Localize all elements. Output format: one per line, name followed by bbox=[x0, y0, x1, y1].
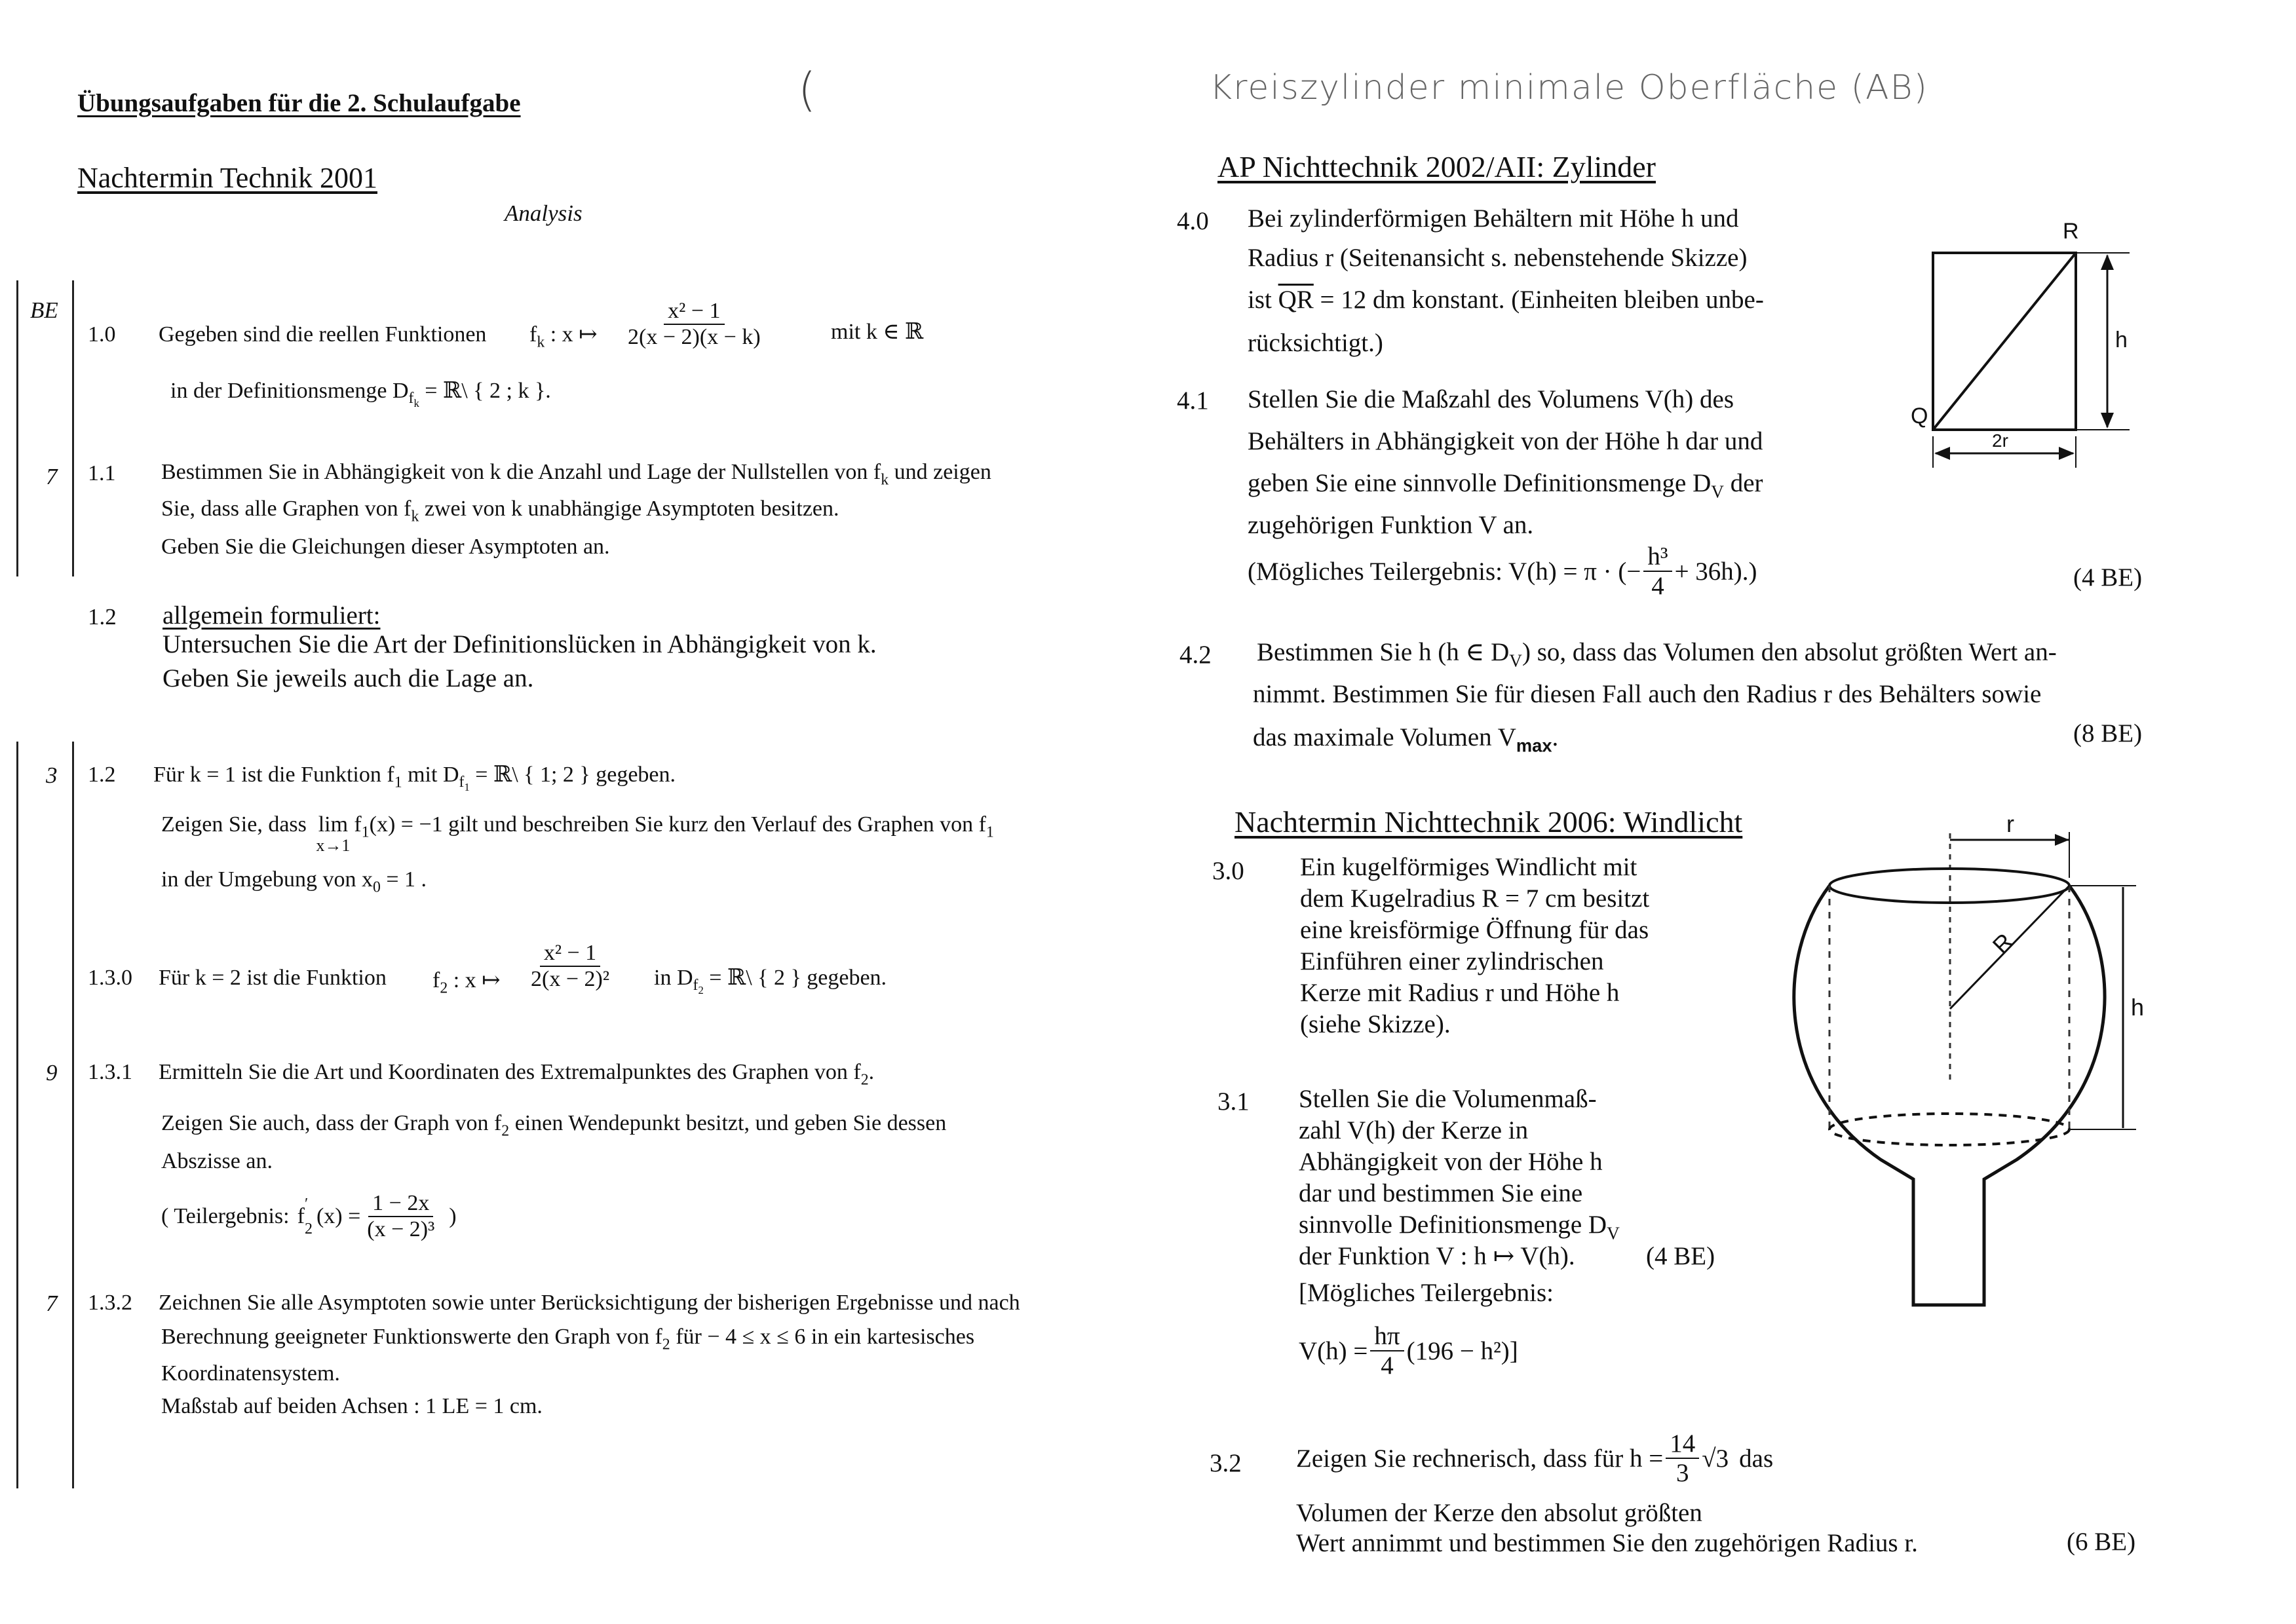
problem-4-0-line1: Bei zylinderförmigen Behältern mit Höhe h und bbox=[1248, 204, 1739, 233]
problem-1-3-1-line2-sub: 2 bbox=[501, 1122, 510, 1140]
section-title-zylinder: AP Nichttechnik 2002/AII: Zylinder bbox=[1217, 150, 1656, 183]
domain-fk-prefix: in der Definitionsmenge D bbox=[170, 379, 409, 403]
problem-4-2-line3-post: . bbox=[1552, 723, 1559, 751]
partial-sub: 2 bbox=[304, 1220, 313, 1237]
problem-3-0-line5: Kerze mit Radius r und Höhe h bbox=[1300, 979, 1620, 1007]
domain-f2-sub: f bbox=[693, 977, 698, 994]
partial-fraction-denominator: (x − 2)³ bbox=[367, 1217, 435, 1241]
problem-3-2-frac-den: 3 bbox=[1675, 1459, 1689, 1487]
problem-number-4-2: 4.2 bbox=[1179, 641, 1212, 669]
problem-4-0-line4: rücksichtigt.) bbox=[1248, 329, 1383, 357]
problem-4-2-line1-pre: Bestimmen Sie h (h ∈ D bbox=[1257, 638, 1510, 666]
problem-1-3-2-line2-post: für − 4 ≤ x ≤ 6 in ein kartesisches bbox=[676, 1325, 975, 1349]
function-fk-label bbox=[529, 324, 598, 350]
be-score-1-3-1: 9 bbox=[46, 1060, 58, 1086]
problem-3-1-line5 bbox=[1299, 1212, 1620, 1243]
problem-number-1-1: 1.1 bbox=[88, 461, 116, 485]
problem-1-3-1-line3: Abszisse an. bbox=[161, 1149, 273, 1173]
condition-k-real: mit k ∈ ℝ bbox=[831, 320, 924, 344]
problem-1-2-general-line1: Untersuchen Sie die Art der Definitionslücken in Abhängigkeit von k. bbox=[163, 630, 877, 658]
subtitle-analysis: Analysis bbox=[505, 200, 583, 226]
problem-1-3-1-line1-text: Ermitteln Sie die Art und Koordinaten des Extremalpunktes des Graphen von f bbox=[159, 1060, 861, 1084]
problem-1-1-line2-end: zwei von k unabhängige Asymptoten besitzen. bbox=[424, 497, 839, 521]
problem-number-3-0: 3.0 bbox=[1212, 857, 1244, 885]
partial-f: f bbox=[297, 1204, 305, 1228]
section-title-windlicht: Nachtermin Nichttechnik 2006: Windlicht bbox=[1234, 805, 1743, 839]
function-fk-subscript: k bbox=[537, 333, 545, 351]
problem-1-2-dsub: f bbox=[459, 774, 465, 791]
domain-fk-subsub: k bbox=[413, 397, 419, 410]
domain-fk bbox=[170, 380, 551, 409]
function-f2-name: f bbox=[432, 968, 440, 992]
bracket-mark: ( bbox=[798, 63, 816, 117]
problem-3-2-line2: Volumen der Kerze den absolut größten bbox=[1296, 1499, 1702, 1527]
problem-3-1-partial-post: (196 − h²)] bbox=[1406, 1336, 1518, 1365]
problem-1-1-line2 bbox=[161, 498, 839, 525]
problem-3-0-line1: Ein kugelförmiges Windlicht mit bbox=[1300, 853, 1637, 881]
problem-4-2-line3-pre: das maximale Volumen V bbox=[1253, 723, 1516, 751]
partial-prime: ′ bbox=[304, 1196, 309, 1213]
be-score-4-1: (4 BE) bbox=[2073, 563, 2143, 592]
problem-3-2-frac-num: 14 bbox=[1666, 1431, 1699, 1459]
be-score-4-2: (8 BE) bbox=[2073, 719, 2143, 747]
problem-1-1-line1-end: und zeigen bbox=[894, 460, 991, 484]
problem-1-2-line1 bbox=[153, 764, 676, 793]
problem-4-1-frac-den: 4 bbox=[1651, 572, 1664, 600]
function-f2-map: : x ↦ bbox=[453, 968, 501, 992]
problem-1-2-line2-endsub: 1 bbox=[985, 823, 994, 841]
problem-3-0-line4: Einführen einer zylindrischen bbox=[1300, 947, 1604, 975]
problem-4-1-partial-post: + 36h).) bbox=[1674, 557, 1757, 586]
windlicht-label-r: r bbox=[2006, 810, 2014, 837]
cylinder-2r-arrow-left bbox=[1934, 447, 1950, 460]
problem-3-1-line3: Abhängigkeit von der Höhe h bbox=[1299, 1148, 1603, 1176]
problem-number-1-0: 1.0 bbox=[88, 322, 116, 347]
windlicht-label-R: R bbox=[1987, 928, 2019, 959]
windlicht-candle-base-ellipse bbox=[1829, 1114, 2069, 1145]
problem-4-1-line3-sub: V bbox=[1711, 482, 1724, 502]
problem-number-4-1: 4.1 bbox=[1177, 387, 1209, 415]
problem-4-1-partial-result bbox=[1248, 544, 1757, 599]
problem-1-2-line1-pre: Für k = 1 ist die Funktion f bbox=[153, 763, 394, 787]
problem-3-1-line2: zahl V(h) der Kerze in bbox=[1299, 1116, 1529, 1144]
handwritten-note: Kreiszylinder minimale Oberfläche (AB) bbox=[1210, 68, 1928, 107]
problem-4-2-line3 bbox=[1253, 725, 1558, 755]
problem-1-3-1-line1-sub: 2 bbox=[860, 1071, 869, 1089]
problem-4-2-line1-sub: V bbox=[1509, 651, 1522, 671]
function-f2-label bbox=[432, 970, 501, 996]
problem-number-1-2-general: 1.2 bbox=[88, 604, 117, 630]
be-header: BE bbox=[30, 297, 58, 323]
problem-1-2-line2-fsub: 1 bbox=[361, 823, 370, 841]
problem-1-1-line2-sub: k bbox=[411, 508, 419, 525]
problem-1-3-2-line2-sub: 2 bbox=[662, 1336, 670, 1353]
problem-4-1-partial-pre: (Mögliches Teilergebnis: V(h) = π · (− bbox=[1248, 557, 1641, 586]
problem-number-3-2: 3.2 bbox=[1210, 1449, 1242, 1477]
problem-1-1-line1 bbox=[161, 461, 991, 488]
problem-1-3-1-line1-end: . bbox=[868, 1060, 875, 1084]
problem-3-1-frac-num: hπ bbox=[1370, 1323, 1404, 1351]
domain-f2-set: = ℝ\ { 2 } gegeben. bbox=[709, 966, 887, 990]
problem-number-3-1: 3.1 bbox=[1217, 1087, 1250, 1116]
domain-fk-sub: f bbox=[408, 390, 414, 407]
problem-number-1-3-2: 1.3.2 bbox=[88, 1291, 132, 1315]
problem-1-0-text: Gegeben sind die reellen Funktionen bbox=[159, 322, 487, 347]
be-border-line bbox=[16, 280, 18, 576]
problem-number-1-3-0: 1.3.0 bbox=[88, 966, 132, 990]
cylinder-label-h: h bbox=[2115, 328, 2128, 352]
fraction-fk-denominator: 2(x − 2)(x − k) bbox=[628, 325, 761, 349]
partial-close: ) bbox=[449, 1204, 457, 1228]
limit-symbol: lim bbox=[318, 812, 349, 837]
problem-1-2-line3 bbox=[161, 869, 427, 896]
be-score-3-1: (4 BE) bbox=[1646, 1242, 1715, 1270]
problem-1-3-1-line1 bbox=[159, 1061, 874, 1088]
problem-1-1-line3: Geben Sie die Gleichungen dieser Asymptoten an. bbox=[161, 535, 610, 559]
problem-3-1-frac-den: 4 bbox=[1381, 1351, 1394, 1380]
problem-3-0-line2: dem Kugelradius R = 7 cm besitzt bbox=[1300, 884, 1650, 913]
domain-f2-prefix: in D bbox=[654, 966, 693, 990]
cylinder-sketch bbox=[1900, 216, 2136, 491]
windlicht-sketch bbox=[1769, 806, 2175, 1323]
problem-1-2-general-line2: Geben Sie jeweils auch die Lage an. bbox=[163, 664, 534, 692]
problem-4-2-line2: nimmt. Bestimmen Sie für diesen Fall auch den Radius r des Behälters sowie bbox=[1253, 680, 2042, 708]
problem-3-2-line1-pre: Zeigen Sie rechnerisch, dass für h = bbox=[1296, 1444, 1664, 1473]
fraction-fk-numerator: x² − 1 bbox=[664, 300, 724, 325]
problem-4-1-line1: Stellen Sie die Maßzahl des Volumens V(h) des bbox=[1248, 385, 1734, 413]
problem-1-2-line3-pre: in der Umgebung von x bbox=[161, 867, 373, 892]
problem-1-2-line2-pre: Zeigen Sie, dass bbox=[161, 812, 307, 837]
segment-qr: $\overline{QR}$ bbox=[1278, 286, 1314, 314]
problem-number-1-3-1: 1.3.1 bbox=[88, 1060, 132, 1084]
problem-3-2-line1-post: das bbox=[1739, 1444, 1774, 1473]
problem-4-2-line1 bbox=[1257, 639, 2057, 670]
problem-1-2-general-heading: allgemein formuliert: bbox=[163, 601, 381, 630]
be-column-line-1 bbox=[72, 280, 74, 576]
problem-3-2-line3: Wert annimmt und bestimmen Sie den zugehörigen Radius r. bbox=[1296, 1529, 1918, 1557]
problem-3-1-partial-result bbox=[1299, 1323, 1518, 1378]
problem-1-1-line1-sub: k bbox=[881, 471, 889, 489]
limit-subscript: x→1 bbox=[316, 836, 351, 855]
fraction-f2 bbox=[524, 942, 616, 991]
section-title-technik-2001: Nachtermin Technik 2001 bbox=[77, 162, 377, 194]
partial-arg: (x) = bbox=[316, 1204, 361, 1228]
cylinder-h-arrow-top bbox=[2101, 254, 2114, 270]
windlicht-r-arrow bbox=[2055, 834, 2069, 846]
problem-1-2-line2-post: (x) = −1 gilt und beschreiben Sie kurz den Verlauf des Graphen von f bbox=[369, 812, 986, 837]
problem-3-1-line6: der Funktion V : h ↦ V(h). bbox=[1299, 1242, 1575, 1270]
problem-1-2-line1-mid: mit D bbox=[408, 763, 459, 787]
function-f2-subscript: 2 bbox=[440, 979, 448, 997]
problem-1-2-line1-sub: 1 bbox=[394, 774, 402, 791]
problem-4-2-line3-sub: max bbox=[1516, 735, 1552, 756]
cylinder-label-q: Q bbox=[1911, 404, 1928, 428]
problem-4-1-frac-num: h³ bbox=[1643, 544, 1672, 572]
problem-4-1-line4: zugehörigen Funktion V an. bbox=[1248, 511, 1534, 539]
cylinder-diagonal-qr bbox=[1933, 253, 2076, 430]
cylinder-label-2r: 2r bbox=[1992, 430, 2008, 451]
problem-3-1-partial-pre: V(h) = bbox=[1299, 1336, 1368, 1365]
problem-3-1-line1: Stellen Sie die Volumenmaß- bbox=[1299, 1085, 1597, 1113]
fraction-f2-denominator: 2(x − 2)² bbox=[531, 967, 610, 991]
problem-1-1-line2-text: Sie, dass alle Graphen von f bbox=[161, 497, 411, 521]
function-fk-map: : x ↦ bbox=[550, 322, 598, 347]
problem-1-3-1-partial-result bbox=[161, 1192, 457, 1241]
partial-result-label: ( Teilergebnis: bbox=[161, 1204, 290, 1228]
problem-1-3-1-line2-text: Zeigen Sie auch, dass der Graph von f bbox=[161, 1111, 502, 1135]
problem-number-4-0: 4.0 bbox=[1177, 207, 1209, 235]
be-column-line-2 bbox=[72, 742, 74, 1488]
cylinder-h-arrow-bottom bbox=[2101, 413, 2114, 428]
problem-4-0-line2: Radius r (Seitenansicht s. nebenstehende Skizze) bbox=[1248, 244, 1748, 272]
problem-1-2-line2-f: f bbox=[354, 812, 362, 837]
windlicht-label-h: h bbox=[2131, 994, 2145, 1021]
be-border-line-2 bbox=[16, 742, 18, 1488]
problem-4-1-line3-post: der bbox=[1730, 469, 1763, 497]
problem-1-3-1-line2 bbox=[161, 1112, 946, 1139]
be-score-1-3-2: 7 bbox=[46, 1291, 58, 1316]
partial-fraction-numerator: 1 − 2x bbox=[368, 1192, 433, 1217]
be-score-1-1: 7 bbox=[46, 464, 58, 489]
be-score-3-2: (6 BE) bbox=[2067, 1528, 2136, 1556]
problem-1-1-line1-text: Bestimmen Sie in Abhängigkeit von k die Anzahl und Lage der Nullstellen von f bbox=[161, 460, 881, 484]
problem-1-2-line3-sub: 0 bbox=[372, 878, 381, 896]
problem-3-2-root: √3 bbox=[1702, 1444, 1729, 1473]
problem-4-2-line1-post: ) so, dass das Volumen den absolut größten Wert an- bbox=[1521, 638, 2057, 666]
problem-4-1-line3 bbox=[1248, 470, 1763, 501]
cylinder-label-r: R bbox=[2063, 219, 2079, 244]
problem-3-1-line5-sub: V bbox=[1607, 1223, 1620, 1243]
problem-3-0-line6: (siehe Skizze). bbox=[1300, 1010, 1451, 1038]
domain-fk-set: = ℝ\ { 2 ; k }. bbox=[425, 379, 551, 403]
problem-1-2-line2 bbox=[161, 814, 994, 854]
problem-4-0-line3 bbox=[1248, 287, 1764, 312]
problem-3-0-line3: eine kreisförmige Öffnung für das bbox=[1300, 916, 1649, 944]
function-fk-name: f bbox=[529, 322, 537, 347]
problem-3-1-line4: dar und bestimmen Sie eine bbox=[1299, 1179, 1583, 1207]
problem-4-0-line3-pre: ist bbox=[1248, 286, 1272, 314]
problem-4-0-line3-post: = 12 dm konstant. (Einheiten bleiben unbe- bbox=[1320, 286, 1764, 314]
cylinder-2r-arrow-right bbox=[2059, 447, 2075, 460]
problem-3-1-partial-label: [Mögliches Teilergebnis: bbox=[1299, 1279, 1554, 1307]
problem-3-2-line1 bbox=[1296, 1431, 1773, 1486]
problem-1-3-2-line3: Koordinatensystem. bbox=[161, 1361, 340, 1386]
problem-1-3-2-line2-pre: Berechnung geeigneter Funktionswerte den Graph von f bbox=[161, 1325, 662, 1349]
problem-1-3-2-line2 bbox=[161, 1326, 974, 1353]
problem-1-3-2-line4: Maßstab auf beiden Achsen : 1 LE = 1 cm. bbox=[161, 1394, 543, 1418]
problem-number-1-2: 1.2 bbox=[88, 763, 116, 787]
be-score-1-2: 3 bbox=[46, 763, 58, 788]
problem-1-3-0-text: Für k = 2 ist die Funktion bbox=[159, 966, 387, 990]
domain-f2-subsub: 2 bbox=[698, 984, 704, 997]
problem-1-2-dsubsub: 1 bbox=[464, 781, 470, 794]
problem-3-1-line5-pre: sinnvolle Definitionsmenge D bbox=[1299, 1211, 1607, 1239]
problem-1-2-line3-post: = 1 . bbox=[386, 867, 427, 892]
problem-1-3-1-line2-end: einen Wendepunkt besitzt, und geben Sie dessen bbox=[514, 1111, 947, 1135]
domain-f2 bbox=[654, 967, 887, 996]
fraction-f2-numerator: x² − 1 bbox=[540, 942, 600, 967]
problem-4-1-line2: Behälters in Abhängigkeit von der Höhe h dar und bbox=[1248, 427, 1763, 455]
main-title: Übungsaufgaben für die 2. Schulaufgabe bbox=[77, 89, 521, 117]
problem-4-1-line3-pre: geben Sie eine sinnvolle Definitionsmenge D bbox=[1248, 469, 1712, 497]
problem-1-3-2-line1: Zeichnen Sie alle Asymptoten sowie unter Berücksichtigung der bisherigen Ergebnisse und nach bbox=[159, 1291, 1020, 1315]
fraction-fk bbox=[621, 300, 767, 349]
problem-1-2-line1-post: = ℝ\ { 1; 2 } gegeben. bbox=[475, 763, 676, 787]
